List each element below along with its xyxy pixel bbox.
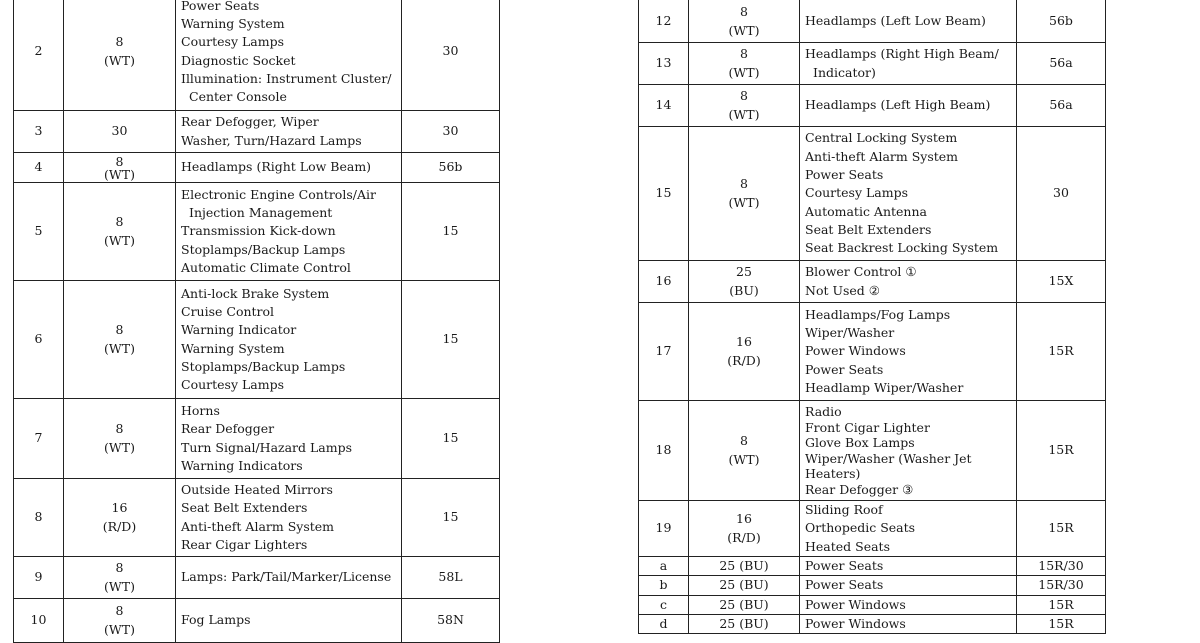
terminal: 56a xyxy=(1017,43,1106,85)
terminal: 15R xyxy=(1017,595,1106,614)
terminal: 15R/30 xyxy=(1017,576,1106,595)
fuse-rating: 25 (BU) xyxy=(689,595,800,614)
fuse-rating: 8 (WT) xyxy=(689,43,800,85)
fuse-number: 15 xyxy=(639,127,689,261)
fuse-rating: 8 (WT) xyxy=(689,0,800,43)
fuse-rating: 25 (BU) xyxy=(689,261,800,303)
fuse-row xyxy=(14,153,500,183)
circuits-protected: Headlamps (Right High Beam/ Indicator) xyxy=(800,43,1017,85)
circuits-protected: Central Locking System Anti-theft Alarm System Power Seats Courtesy Lamps Automatic Antenna Seat Belt Extenders Seat Backrest Locking System xyxy=(800,127,1017,261)
fuse-rating: 8 (WT) xyxy=(64,183,176,281)
fuse-number: 19 xyxy=(639,501,689,557)
fuse-rating: 25 (BU) xyxy=(689,557,800,576)
fuse-row xyxy=(639,303,1106,401)
fuse-rating: 16 (R/D) xyxy=(689,501,800,557)
fuse-row xyxy=(14,111,500,153)
terminal: 15R xyxy=(1017,614,1106,633)
terminal: 56b xyxy=(1017,0,1106,43)
fuse-rating: 16 (R/D) xyxy=(64,479,176,557)
fuse-row xyxy=(639,43,1106,85)
fuse-number: 2 xyxy=(14,0,64,111)
fuse-rating: 8 (WT) xyxy=(689,85,800,127)
circuits-protected: Electronic Engine Controls/Air Injection Management Transmission Kick-down Stoplamps/Backup Lamps Automatic Climate Control xyxy=(176,183,402,281)
terminal: 15 xyxy=(402,479,500,557)
terminal: 58L xyxy=(402,557,500,599)
circuits-protected: Power Seats xyxy=(800,557,1017,576)
fuse-row xyxy=(14,557,500,599)
fuse-number: 6 xyxy=(14,281,64,399)
fuse-number: 17 xyxy=(639,303,689,401)
fuse-row xyxy=(14,0,500,111)
terminal: 15R xyxy=(1017,401,1106,501)
circuits-protected: Headlamps (Right Low Beam) xyxy=(176,153,402,183)
fuse-number: 10 xyxy=(14,599,64,643)
circuits-protected: Power Seats Warning System Courtesy Lamps Diagnostic Socket Illumination: Instrument Cluster/ Center Console xyxy=(176,0,402,111)
circuits-protected: Fog Lamps xyxy=(176,599,402,643)
terminal: 58N xyxy=(402,599,500,643)
fuse-number: 16 xyxy=(639,261,689,303)
circuits-protected: Blower Control ① Not Used ② xyxy=(800,261,1017,303)
terminal: 15R/30 xyxy=(1017,557,1106,576)
fuse-rating: 30 xyxy=(64,111,176,153)
circuits-protected: Radio Front Cigar Lighter Glove Box Lamps Wiper/Washer (Washer Jet Heaters) Rear Defogger ③ xyxy=(800,401,1017,501)
circuits-protected: Horns Rear Defogger Turn Signal/Hazard Lamps Warning Indicators xyxy=(176,399,402,479)
fuse-number: c xyxy=(639,595,689,614)
fuse-rating: 8 (WT) xyxy=(64,399,176,479)
terminal: 30 xyxy=(402,0,500,111)
circuits-protected: Headlamps (Left Low Beam) xyxy=(800,0,1017,43)
circuits-protected: Power Windows xyxy=(800,595,1017,614)
fuse-number: 13 xyxy=(639,43,689,85)
fuse-rating: 25 (BU) xyxy=(689,576,800,595)
terminal: 15 xyxy=(402,399,500,479)
fuse-number: 12 xyxy=(639,0,689,43)
fuse-row xyxy=(14,281,500,399)
fuse-rating: 8 (WT) xyxy=(689,401,800,501)
terminal: 56b xyxy=(402,153,500,183)
circuits-protected: Outside Heated Mirrors Seat Belt Extenders Anti-theft Alarm System Rear Cigar Lighters xyxy=(176,479,402,557)
fuse-row xyxy=(639,127,1106,261)
fuse-number: 4 xyxy=(14,153,64,183)
fuse-rating: 8 (WT) xyxy=(64,599,176,643)
terminal: 30 xyxy=(1017,127,1106,261)
fuse-number: 7 xyxy=(14,399,64,479)
fuse-row xyxy=(639,401,1106,501)
fuse-rating: 8 (WT) xyxy=(64,153,176,183)
circuits-protected: Rear Defogger, Wiper Washer, Turn/Hazard Lamps xyxy=(176,111,402,153)
fuse-row xyxy=(639,614,1106,633)
circuits-protected: Headlamps (Left High Beam) xyxy=(800,85,1017,127)
fuse-row xyxy=(639,576,1106,595)
fuse-rating: 25 (BU) xyxy=(689,614,800,633)
fuse-rating: 8 (WT) xyxy=(64,281,176,399)
fuse-rating: 8 (WT) xyxy=(64,0,176,111)
terminal: 15 xyxy=(402,183,500,281)
fuse-row xyxy=(14,183,500,281)
fuse-rating: 8 (WT) xyxy=(64,557,176,599)
circuits-protected: Lamps: Park/Tail/Marker/License xyxy=(176,557,402,599)
fuse-number: a xyxy=(639,557,689,576)
fuse-row xyxy=(14,479,500,557)
fuse-number: 14 xyxy=(639,85,689,127)
circuits-protected: Anti-lock Brake System Cruise Control Warning Indicator Warning System Stoplamps/Backup Lamps Courtesy Lamps xyxy=(176,281,402,399)
fuse-number: 18 xyxy=(639,401,689,501)
terminal: 30 xyxy=(402,111,500,153)
fuse-row xyxy=(639,501,1106,557)
circuits-protected: Power Windows xyxy=(800,614,1017,633)
fuse-table-left xyxy=(13,0,500,643)
terminal: 15R xyxy=(1017,303,1106,401)
fuse-row xyxy=(639,595,1106,614)
terminal: 15 xyxy=(402,281,500,399)
fuse-row xyxy=(14,599,500,643)
fuse-row xyxy=(14,399,500,479)
circuits-protected: Headlamps/Fog Lamps Wiper/Washer Power Windows Power Seats Headlamp Wiper/Washer xyxy=(800,303,1017,401)
fuse-number: 5 xyxy=(14,183,64,281)
fuse-row xyxy=(639,261,1106,303)
fuse-number: 9 xyxy=(14,557,64,599)
terminal: 15X xyxy=(1017,261,1106,303)
fuse-rating: 16 (R/D) xyxy=(689,303,800,401)
fuse-number: d xyxy=(639,614,689,633)
terminal: 15R xyxy=(1017,501,1106,557)
circuits-protected: Power Seats xyxy=(800,576,1017,595)
fuse-number: 3 xyxy=(14,111,64,153)
fuse-rating: 8 (WT) xyxy=(689,127,800,261)
fuse-number: b xyxy=(639,576,689,595)
terminal: 56a xyxy=(1017,85,1106,127)
fuse-number: 8 xyxy=(14,479,64,557)
fuse-table-right xyxy=(638,0,1106,634)
fuse-row xyxy=(639,0,1106,43)
fuse-row xyxy=(639,557,1106,576)
circuits-protected: Sliding Roof Orthopedic Seats Heated Seats xyxy=(800,501,1017,557)
fuse-row xyxy=(639,85,1106,127)
